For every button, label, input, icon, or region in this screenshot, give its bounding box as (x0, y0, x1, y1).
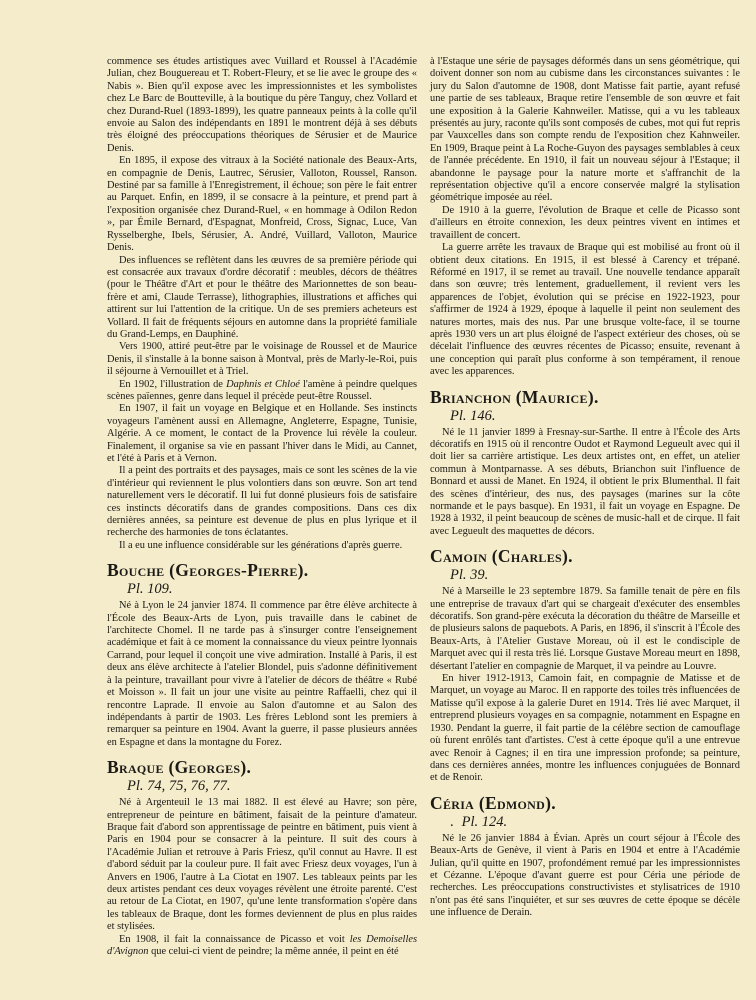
entry-title (430, 387, 740, 407)
plate-reference (450, 813, 740, 831)
paragraph: Né le 11 janvier 1899 à Fresnay-sur-Sarthe. Il entre à l'École des Arts décoratifs en 1915 où il rencontre Oudot et Raymond Legueult avec qui il doit lier sa carrière artistique. Les deux artistes ont, en effet, un atelier commun à Montparnasse. A ses débuts, Brianchon suit l'influence de Bonnard et aussi de Manet. En 1924, il obtient le prix Blumenthal. Il fait des scènes d'intérieur, des nus, des paysages (marines sur la côte normande et le pays basque). En 1931, il fait un voyage en Espagne. De 1928 à 1932, il peint beaucoup de scènes de music-hall et de cirque. Il fait avec Legueult des maquettes de décors. (430, 426, 740, 537)
paragraph: La guerre arrête les travaux de Braque qui est mobilisé au front où il obtient deux citations. En 1915, il est blessé à Carency et trépané. Réformé en 1917, il se remet au travail. Une nouvelle tendance apparaît dans son œuvre; très lentement, graduellement, il revient vers les apparences de l'objet, évolution qui se précise en 1922-1923, pour s'affirmer de 1924 à 1929, époque à laquelle il peint non seulement des natures mortes, mais des nus. Par une brusque volte-face, il se tourne après 1930 vers un art plus éloigné de l'aspect extérieur des choses, où se décelait l'influence des œuvres récentes de Picasso; ensuite, revenant à une conception qui paraît plus conforme à son tempérament, il renoue avec les apparences. (430, 242, 740, 378)
paragraph: commence ses études artistiques avec Vuillard et Roussel à l'Académie Julian, chez Bouguereau et T. Robert-Fleury, et se lie avec le groupe des « Nabis ». Bien qu'il expose avec les impressionnistes et les symbolistes chez Le Barc de Boutteville, à la boutique du père Tanguy, chez Vollard et chez Durand-Ruel (1893-1899), les quatre panneaux peints à la colle qu'il envoie au Salon des indépendants en 1891 le montrent déjà à ses débuts très éloigné des préoccupations théoriques de Sérusier et de Maurice Denis. (107, 56, 417, 154)
plate-reference: Pl. 74, 75, 76, 77. (127, 778, 231, 795)
paragraph: Né à Marseille le 23 septembre 1879. Sa famille tenait de père en fils une entreprise de travaux d'art qui se chargeait d'exécuter des ensembles décoratifs. Son grand-père exécuta la décoration du théâtre de Marseille et de plusieurs salons de paquebots. A Paris, en 1896, il s'inscrit à l'École des Beaux-Arts, à l'Atelier Gustave Moreau, où il est le condisciple de Marquet avec qui il resta très lié. Lorsque Gustave Moreau meurt en 1898, désertant l'atelier en compagnie de Marquet, il va peindre au Louvre. (430, 586, 740, 672)
paragraph: De 1910 à la guerre, l'évolution de Braque et celle de Picasso sont d'ailleurs en étroite connexion, les deux peintres vivent en intimes et travaillent de concert. (430, 204, 740, 241)
paragraph: Né à Lyon le 24 janvier 1874. Il commence par être élève architecte à l'École des Beaux-Arts de Lyon, puis travaille dans le cabinet de l'architecte Chomel. Il ne tarde pas à s'insurger contre l'enseignement académique et fait à ce moment la connaissance du vieux peintre lyonnais Carrand, pour lequel il conçoit une vive admiration. Installé à Paris, il est deux ans élève architecte à l'atelier Blondel, puis s'adonne définitivement à la peinture, travaillant pour vivre à l'atelier de décors de théâtre « Rubé et Moisson ». Il fait un jour une visite au peintre Raffaelli, chez qui il rencontre Laprade. Il envoie au Salon d'automne et au Salon des indépendants à partir de 1903. Les frères Leblond sont les premiers à remarquer sa peinture en 1904. Avant la guerre, il passe plusieurs années en Espagne et dans la montagne du Forez. (107, 600, 417, 748)
artist-given-name: (Georges-Pierre). (169, 560, 309, 581)
plate-reference: Pl. 109. (127, 581, 173, 598)
plate-reference: Pl. 39. (450, 567, 489, 584)
plate-reference: Pl. 146. (450, 407, 496, 424)
left-column (107, 56, 417, 958)
paragraph: Né le 26 janvier 1884 à Évian. Après un court séjour à l'École des Beaux-Arts de Genève, il vient à Paris en 1904 et entre à l'Académie Julian, qu'il quitte en 1907, profondément remué par les impressionnistes et Cézanne. L'époque d'avant guerre est pour Céria une période de recherches. Les préoccupations constructivistes et stylisatrices de 1910 n'ont pas été sans l'inquiéter, et sur ses œuvres de cette époque se décèle une influence de Derain. (430, 832, 740, 919)
entry-heading (430, 387, 740, 425)
paragraph: En 1908, il fait la connaissance de Picasso et voit les Demoiselles d'Avignon que celui-ci vient de peindre; la même année, il peint en été (107, 933, 417, 957)
right-column (430, 56, 740, 920)
paragraph: En hiver 1912-1913, Camoin fait, en compagnie de Matisse et de Marquet, un voyage au Maroc. Il en rapporte des toiles très influencées de Matisse qu'il expose à la galerie Duret en 1914. Très lié avec Marquet, il entreprend plusieurs voyages en sa compagnie, notamment en Espagne en 1930. Pendant la guerre, il fait partie de la célèbre section de camouflage où furent enrôlés tant d'artistes. C'est à cette époque qu'il a une entrevue avec Renoir à Cagnes; il en tira une impression profonde; sa peinture, dans ces dernières années, montre les influences conjuguées de Bonnard et de Renoir. (430, 673, 740, 784)
artist-surname: Céria (430, 792, 475, 813)
artist-surname: Brianchon (430, 386, 512, 407)
artist-given-name: (Edmond). (478, 792, 556, 813)
entry-heading (430, 793, 740, 831)
artist-given-name: (Maurice). (515, 386, 599, 407)
paragraph: En 1902, l'illustration de Daphnis et Chloé l'amène à peindre quelques scènes païennes, genre dans lequel il précède peut-être Roussel. (107, 378, 417, 402)
bullet-dot: . (450, 813, 454, 830)
artist-surname: Bouche (107, 560, 165, 581)
entry-title (107, 757, 417, 777)
paragraph: Né à Argenteuil le 13 mai 1882. Il est élevé au Havre; son père, entrepreneur de peinture en bâtiment, faisait de la peinture d'amateur. Braque fait d'abord son apprentissage de peintre en bâtiment, puis vient à Paris en 1904 pour se consacrer à la peinture. Il suit des cours à l'Académie Julian et retrouve à Paris Friesz, qu'il connut au Havre. Il est d'abord séduit par la couleur pure. Il fait avec Friesz deux voyages, l'un à Anvers en 1906, l'autre à La Ciotat en 1907. Les tableaux peints par les deux artistes pendant ces deux voyages révèlent une étroite parenté. C'est au retour de La Ciotat, en 1907, qu'une lente transformation s'opère dans les tableaux de Braque, dont les formes deviennent de plus en plus raides et stylisées. (107, 797, 417, 933)
entry-heading (107, 560, 417, 598)
paragraph: En 1895, il expose des vitraux à la Société nationale des Beaux-Arts, en compagnie de Denis, Lautrec, Sérusier, Valloton, Roussel, Ranson. Destiné par sa famille à l'Enregistrement, il échoue; son père le fait entrer au Parquet. Enfin, en 1899, il se consacre à la peinture, et prend part à l'exposition organisée chez Durand-Ruel, « en hommage à Odilon Redon », par Émile Bernard, d'Espagnat, Monfreid, Cross, Signac, Luce, Van Rysselberghe, Ibels, Sérusier, A. André, Vuillard, Valloton, Maurice Denis. (107, 155, 417, 254)
entry-heading (107, 757, 417, 795)
paragraph: à l'Estaque une série de paysages déformés dans un sens géométrique, qui doivent donner son nom au cubisme dans les circonstances suivantes : le jury du Salon d'automne de 1908, dont Matisse fait partie, ayant refusé une partie de ses tableaux, Braque retire l'ensemble de son œuvre et fait une exposition à la Galerie Kahnweiler. Matisse, qui a vu les tableaux présentés au jury, raconte qu'ils sont composés de cubes, mot qui fut repris par Vauxcelles dans son compte rendu de l'exposition chez Kahnweiler. En 1909, Braque peint à La Roche-Guyon des paysages semblables à ceux de l'année précédente. En 1910, il fait un nouveau séjour à l'Estaque; il abandonne le paysage pour la nature morte et s'affranchit de la représentation objective qu'il a encore conservée malgré la stylisation géométrique imposée au réel. (430, 56, 740, 204)
entry-title (107, 560, 417, 580)
artist-surname: Camoin (430, 546, 488, 567)
entry-title (430, 793, 740, 813)
plate-text: Pl. 124. (461, 813, 508, 830)
paragraph: Il a eu une influence considérable sur les générations d'après guerre. (119, 539, 403, 551)
paragraph: Des influences se reflètent dans les œuvres de sa première période qui est consacrée aux travaux d'ordre décoratif : meubles, décors de théâtres (pour le Théâtre d'Art et pour le théâtre des Marionnettes de son beau-frère et ami, Claude Terrasse), lithographies, illustrations et affiches qui attirent sur lui l'attention de la critique. Un de ses premiers acheteurs est Vollard. Il fait de fréquents séjours en automne dans la propriété familiale du Grand-Lemps, en Dauphiné. (107, 254, 417, 340)
artist-given-name: (Georges). (168, 757, 252, 778)
entry-heading (430, 546, 740, 584)
paragraph: En 1907, il fait un voyage en Belgique et en Hollande. Ses instincts voyageurs l'amènent aussi en Allemagne, Angleterre, Espagne, Tunisie, Algérie. A ce moment, le contact de la Provence lui révèle la couleur. Finalement, il organise sa vie en passant l'hiver dans le Midi, au Cannet, et l'été à Paris et à Vernon. (107, 403, 417, 464)
paragraph: Vers 1900, attiré peut-être par le voisinage de Roussel et de Maurice Denis, il s'installe à la bonne saison à Montval, près de Marly-le-Roi, puis il séjourne à Vernouillet et à Triel. (107, 341, 417, 378)
artist-given-name: (Charles). (491, 546, 573, 567)
paragraph: Il a peint des portraits et des paysages, mais ce sont les scènes de la vie d'intérieur qui reviennent le plus volontiers dans son œuvre. Son art tend naturellement vers le décoratif. Il lui fut donné plusieurs fois de satisfaire ces instincts décoratifs dans de grandes compositions. Dans ces dix dernières années, sa peinture est devenue de plus en plus lyrique et il recherche des harmonies de tons éclatantes. (107, 465, 417, 539)
entry-title (430, 546, 740, 566)
artist-surname: Braque (107, 757, 164, 778)
